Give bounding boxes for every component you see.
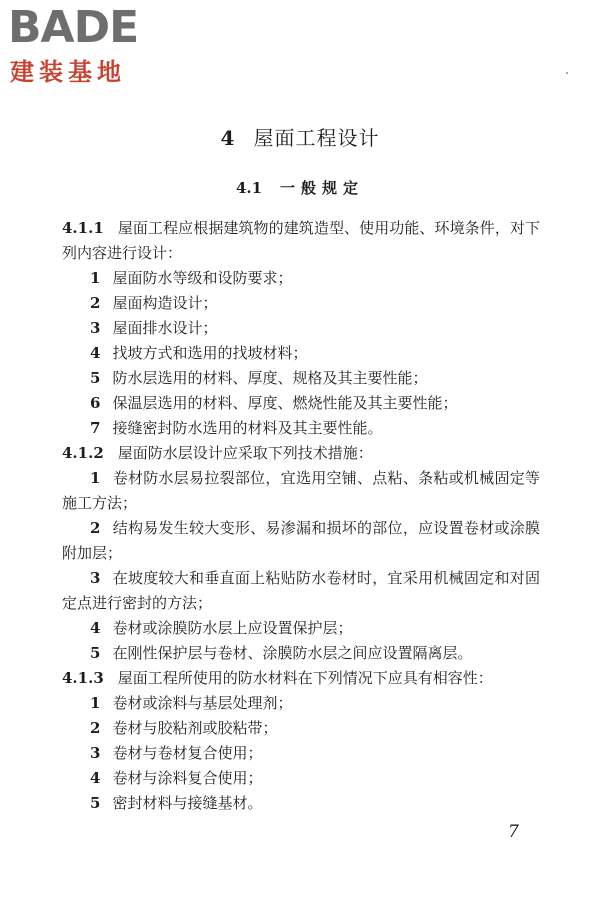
list-item bbox=[62, 466, 540, 516]
list-item bbox=[62, 316, 540, 341]
page-number: 7 bbox=[508, 822, 519, 842]
item-text: 卷材与涂料复合使用； bbox=[112, 769, 263, 787]
list-item bbox=[62, 341, 540, 366]
list-item bbox=[62, 691, 540, 716]
item-number: 6 bbox=[90, 394, 101, 412]
list-item bbox=[62, 616, 540, 641]
item-number: 2 bbox=[90, 719, 101, 737]
list-item bbox=[62, 416, 540, 441]
item-text: 卷材或涂膜防水层上应设置保护层； bbox=[112, 619, 353, 637]
item-number: 4 bbox=[90, 769, 101, 787]
item-number: 2 bbox=[90, 519, 101, 537]
item-number: 4 bbox=[90, 344, 101, 362]
list-item bbox=[62, 516, 540, 566]
clause-number: 4.1.1 bbox=[62, 219, 104, 237]
item-text: 在刚性保护层与卷材、涂膜防水层之间应设置隔离层。 bbox=[112, 644, 473, 662]
item-text: 结构易发生较大变形、易渗漏和损坏的部位，应设置卷材或涂膜附加层； bbox=[62, 519, 540, 562]
item-text: 防水层选用的材料、厚度、规格及其主要性能； bbox=[112, 369, 428, 387]
clause-text: 屋面工程所使用的防水材料在下列情况下应具有相容性： bbox=[117, 669, 493, 687]
logo-subtitle: 建装基地 bbox=[10, 58, 126, 86]
item-number: 3 bbox=[90, 319, 101, 337]
clause-number: 4.1.3 bbox=[62, 669, 104, 687]
item-text: 找坡方式和选用的找坡材料； bbox=[112, 344, 308, 362]
list-item bbox=[62, 566, 540, 616]
item-number: 5 bbox=[90, 794, 101, 812]
document-body bbox=[62, 216, 540, 816]
clause-text: 屋面工程应根据建筑物的建筑造型、使用功能、环境条件，对下列内容进行设计： bbox=[62, 219, 540, 262]
clause-4-1-3 bbox=[62, 666, 540, 691]
item-number: 2 bbox=[90, 294, 101, 312]
logo bbox=[8, 2, 178, 90]
item-text: 屋面排水设计； bbox=[112, 319, 218, 337]
section-number: 4.1 bbox=[235, 179, 263, 197]
clause-4-1-2 bbox=[62, 441, 540, 466]
item-number: 1 bbox=[90, 694, 101, 712]
chapter-heading: 屋面工程设计 bbox=[253, 126, 380, 150]
logo-wordmark: BADE bbox=[8, 2, 139, 53]
clause-4-1-1 bbox=[62, 216, 540, 266]
item-number: 5 bbox=[90, 644, 101, 662]
item-text: 卷材或涂料与基层处理剂； bbox=[112, 694, 293, 712]
list-item bbox=[62, 741, 540, 766]
item-text: 在坡度较大和垂直面上粘贴防水卷材时，宜采用机械固定和对固定点进行密封的方法； bbox=[62, 569, 540, 612]
item-text: 屋面构造设计； bbox=[112, 294, 218, 312]
list-item bbox=[62, 716, 540, 741]
item-text: 卷材与胶粘剂或胶粘带； bbox=[112, 719, 278, 737]
item-text: 密封材料与接缝基材。 bbox=[112, 794, 263, 812]
item-text: 屋面防水等级和设防要求； bbox=[112, 269, 293, 287]
list-item bbox=[62, 391, 540, 416]
item-text: 保温层选用的材料、厚度、燃烧性能及其主要性能； bbox=[112, 394, 458, 412]
chapter-number: 4 bbox=[220, 126, 236, 150]
chapter-title bbox=[0, 124, 600, 152]
item-number: 4 bbox=[90, 619, 101, 637]
list-item bbox=[62, 641, 540, 666]
clause-number: 4.1.2 bbox=[62, 444, 104, 462]
list-item bbox=[62, 291, 540, 316]
list-item bbox=[62, 266, 540, 291]
item-number: 3 bbox=[90, 569, 101, 587]
section-title bbox=[0, 177, 600, 199]
list-item bbox=[62, 766, 540, 791]
clause-text: 屋面防水层设计应采取下列技术措施： bbox=[117, 444, 373, 462]
list-item bbox=[62, 366, 540, 391]
section-heading: 一般规定 bbox=[280, 179, 365, 197]
item-text: 接缝密封防水选用的材料及其主要性能。 bbox=[112, 419, 383, 437]
speck-mark bbox=[566, 72, 568, 74]
item-number: 1 bbox=[90, 469, 101, 487]
item-number: 3 bbox=[90, 744, 101, 762]
item-number: 1 bbox=[90, 269, 101, 287]
item-number: 5 bbox=[90, 369, 101, 387]
item-text: 卷材防水层易拉裂部位，宜选用空铺、点粘、条粘或机械固定等施工方法； bbox=[62, 469, 540, 512]
list-item bbox=[62, 791, 540, 816]
item-number: 7 bbox=[90, 419, 101, 437]
item-text: 卷材与卷材复合使用； bbox=[112, 744, 263, 762]
